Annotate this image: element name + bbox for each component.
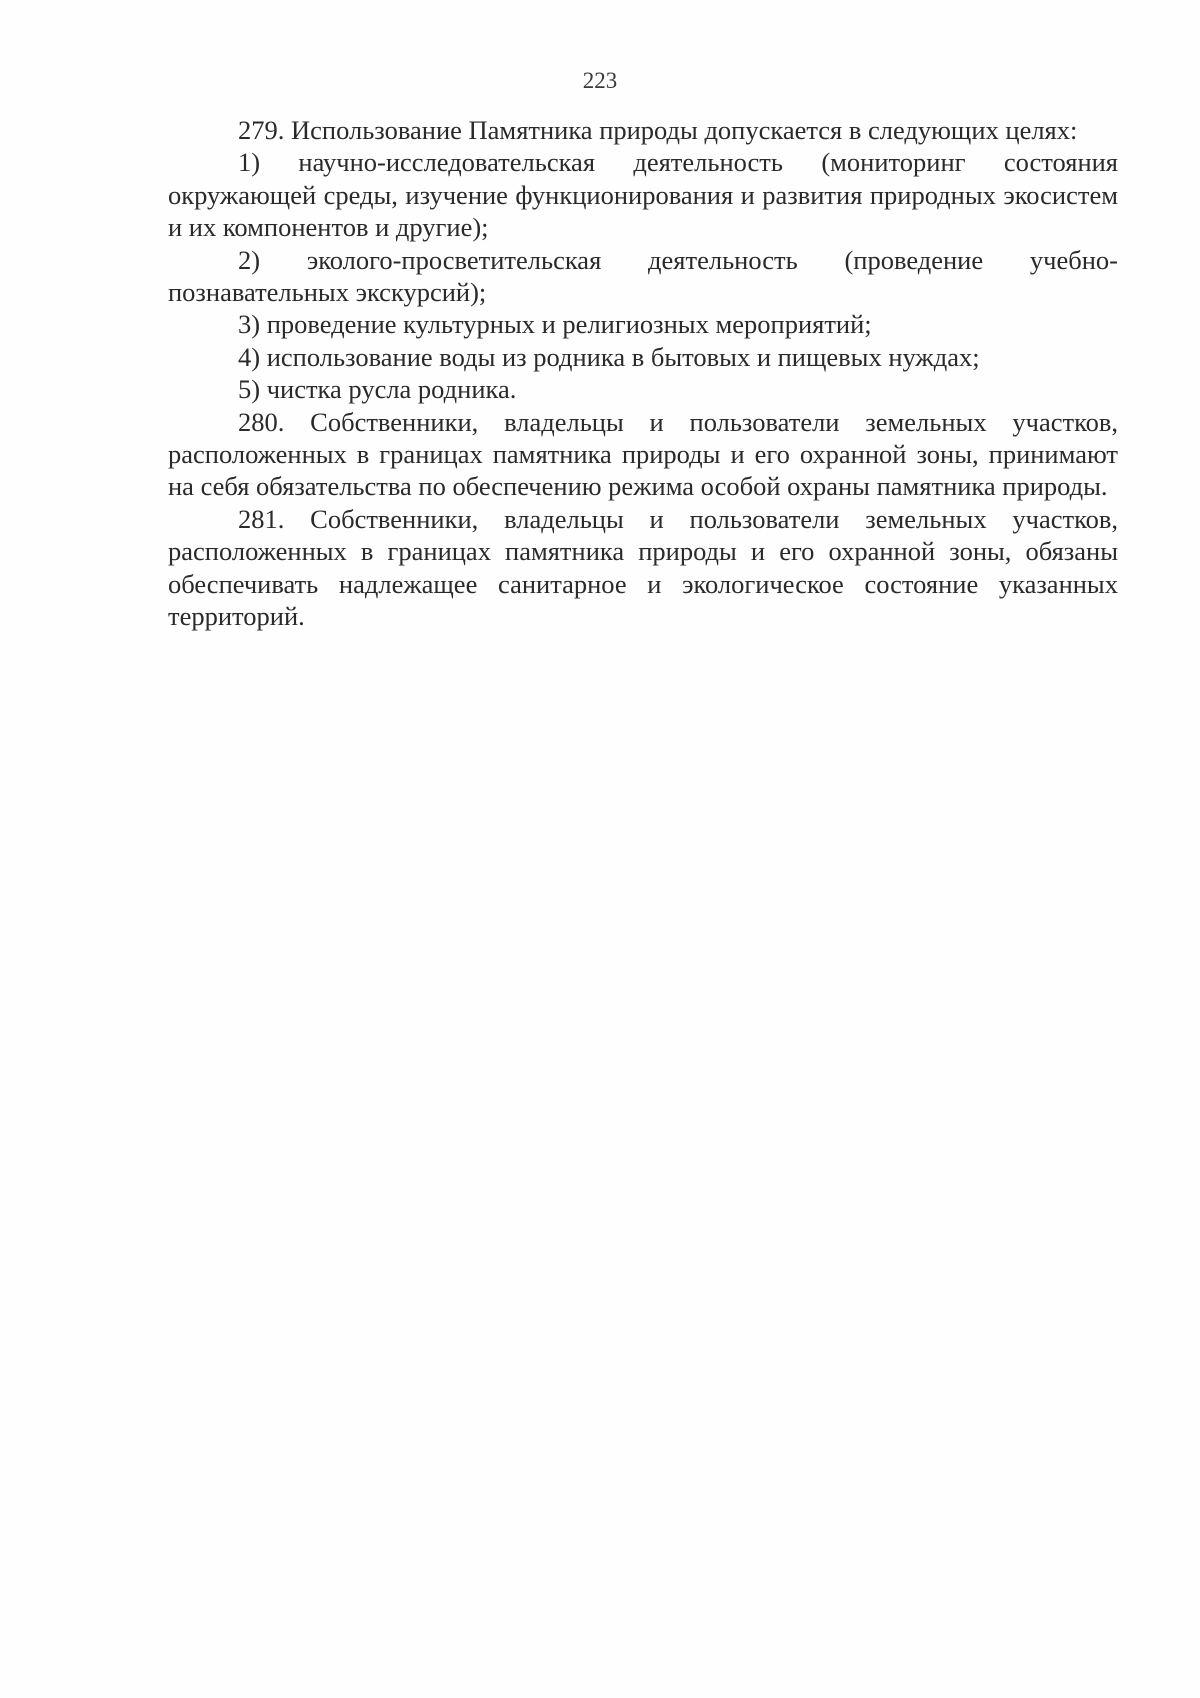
paragraph-279: 279. Использование Памятника природы допускается в следующих целях: <box>238 115 1078 145</box>
paragraph-280: 280. Собственники, владельцы и пользователи земельных участков, расположенных в границах памятника природы и его охранной зоны, принимают на себя обязательства по обеспечению режима особой охраны памятника природы. <box>168 406 1118 502</box>
list-item-3: 3) проведение культурных и религиозных мероприятий; <box>238 309 872 340</box>
list-item-1: 1) научно-исследовательская деятельность (мониторинг состояния окружающей среды, изучение функционирования и развития природных экосистем и их компонентов и другие); <box>168 147 1118 243</box>
list-item-2: 2) эколого-просветительская деятельность (проведение учебно-познавательных экскурсий); <box>168 244 1118 308</box>
page-number: 223 <box>582 68 618 93</box>
list-item-4: 4) использование воды из родника в бытовых и пищевых нуждах; <box>238 341 980 372</box>
list-item-5: 5) чистка русла родника. <box>238 374 517 405</box>
paragraph-281: 281. Собственники, владельцы и пользователи земельных участков, расположенных в границах памятника природы и его охранной зоны, обязаны обеспечивать надлежащее санитарное и экологическое состояние указанных территорий. <box>168 503 1118 632</box>
document-body <box>168 114 1118 633</box>
